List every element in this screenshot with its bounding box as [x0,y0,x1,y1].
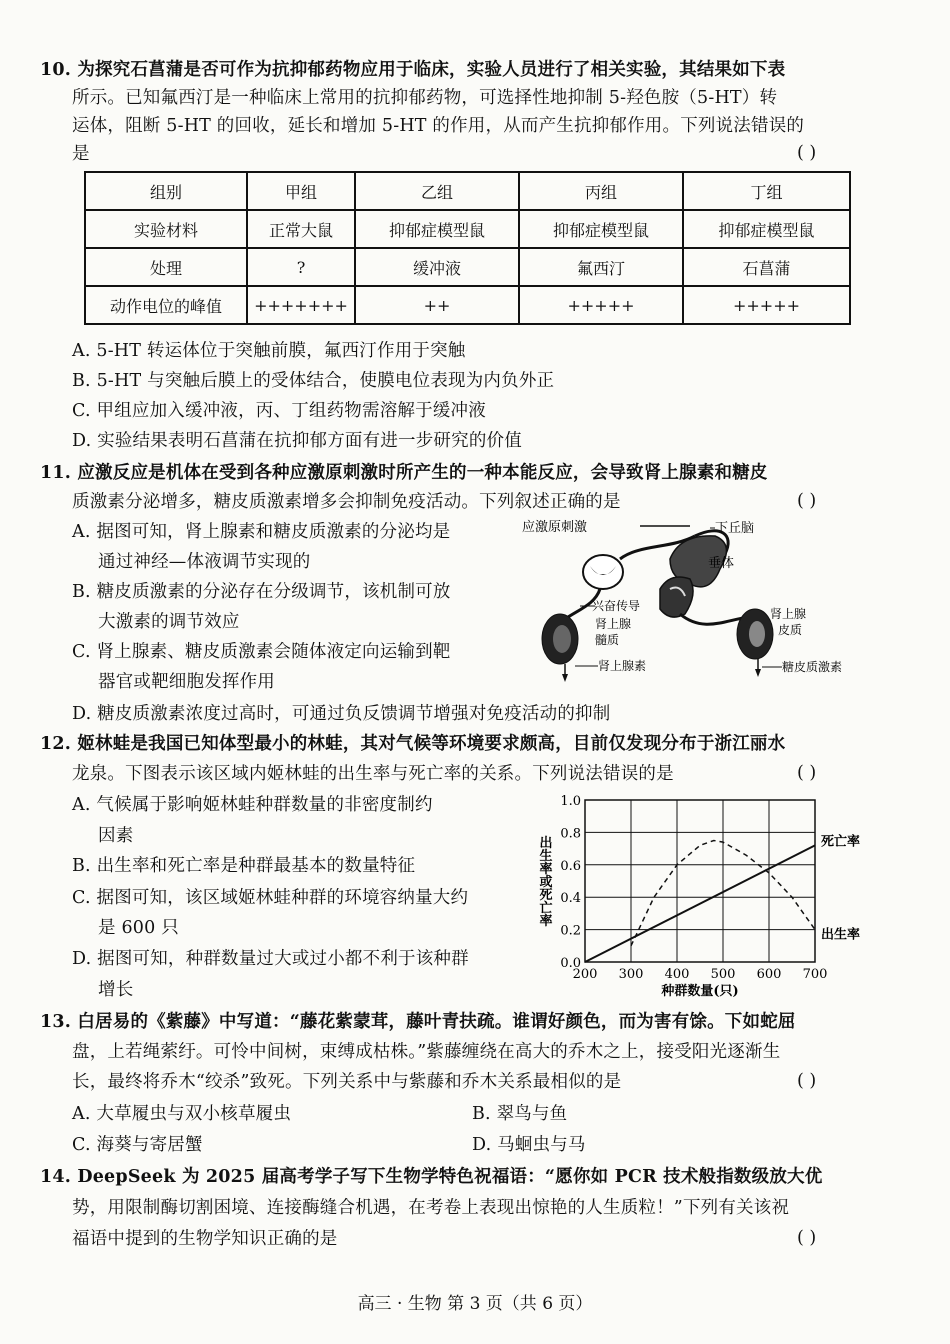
y-tick-label: 0.6 [560,858,581,874]
table-row [85,172,850,210]
q12-option-c: C. 据图可知，该区域姬林蛙种群的环境容纳量大约 [72,888,469,908]
table-cell: 丙组 [519,172,683,210]
table-row [85,286,850,324]
label-medulla-2: 髓质 [595,633,620,647]
q12-option-c-cont: 是 600 只 [98,918,179,938]
spinal-cord-icon [583,555,623,589]
q13-stem-line-1: 13. 白居易的《紫藤》中写道：“藤花紫蒙茸，藤叶青扶疏。谁谓好颜色，而为害有馀。下如蛇屈 [40,1012,796,1032]
table-cell: 石菖蒲 [683,248,850,286]
q11-option-a-cont: 通过神经—体液调节实现的 [98,552,311,572]
q14-stem-line-3: 福语中提到的生物学知识正确的是 [72,1229,338,1249]
table-cell: 组别 [85,172,247,210]
table-cell: 甲组 [247,172,355,210]
q11-stem-line-2: 质激素分泌增多，糖皮质激素增多会抑制免疫活动。下列叙述正确的是 [72,492,621,512]
table-cell: 实验材料 [85,210,247,248]
y-tick-label: 0.8 [560,826,581,842]
q11-option-b: B. 糖皮质激素的分泌存在分级调节，该机制可放 [72,582,451,602]
series-label: 死亡率 [821,834,861,850]
y-axis-label: 出生率或死亡率 [536,835,552,927]
q10-option-a: A. 5-HT 转运体位于突触前膜，氟西汀作用于突触 [72,341,466,361]
q13-option-d: D. 马蛔虫与马 [472,1135,586,1155]
q10-option-d: D. 实验结果表明石菖蒲在抗抑郁方面有进一步研究的价值 [72,431,522,451]
table-cell: 缓冲液 [355,248,519,286]
q10-stem-line-4: 是 [72,144,90,164]
q12-stem-line-2: 龙泉。下图表示该区域内姬林蛙的出生率与死亡率的关系。下列说法错误的是 [72,764,674,784]
table-cell: 抑郁症模型鼠 [355,210,519,248]
table-cell: 氟西汀 [519,248,683,286]
x-tick-label: 600 [756,967,782,982]
q12-option-d-cont: 增长 [98,980,134,1000]
q14-stem-line-2: 势，用限制酶切割困境、连接酶缝合机遇，在考卷上表现出惊艳的人生质粒！”下列有关该祝 [72,1198,790,1218]
table-cell: 动作电位的峰值 [85,286,247,324]
q10-stem-line-3: 运体，阻断 5-HT 的回收，延长和增加 5-HT 的作用，从而产生抗抑郁作用。下列说法错误的 [72,116,805,136]
q13-stem-line-3: 长，最终将乔木“绞杀”致死。下列关系中与紫藤和乔木关系最相似的是 [72,1072,622,1092]
table-cell: +++++ [683,286,850,324]
series-label: 出生率 [821,927,861,943]
label-excitation: 兴奋传导 [592,599,641,613]
q12-option-a-cont: 因素 [98,826,134,846]
q11-stem-line-1: 11. 应激反应是机体在受到各种应激原刺激时所产生的一种本能反应，会导致肾上腺素和糖皮 [40,463,768,483]
pituitary-icon [660,577,693,617]
label-hypothalamus: 下丘脑 [715,521,755,536]
q13-stem-line-2: 盘，上若绳萦纡。可怜中间树，束缚成枯株。”紫藤缠绕在高大的乔木之上，接受阳光逐渐生 [72,1042,781,1062]
label-cortex-1: 肾上腺 [770,607,807,621]
label-medulla-1: 肾上腺 [595,617,632,631]
x-tick-label: 400 [664,967,690,982]
q10-stem-line-1: 10. 为探究石菖蒲是否可作为抗抑郁药物应用于临床，实验人员进行了相关实验，其结果如下表 [40,60,786,80]
q13-option-c: C. 海葵与寄居蟹 [72,1135,203,1155]
q12-option-d: D. 据图可知，种群数量过大或过小都不利于该种群 [72,949,469,969]
adrenal-medulla-icon [542,614,578,664]
death-rate-line [585,845,815,962]
label-pituitary: 垂体 [708,556,735,571]
q12-birth-death-rate-chart [528,790,878,1005]
q11-option-a: A. 据图可知，肾上腺素和糖皮质激素的分泌均是 [72,522,451,542]
x-tick-label: 500 [710,967,736,982]
q12-option-a: A. 气候属于影响姬林蛙种群数量的非密度制约 [72,795,433,815]
table-row [85,210,850,248]
q11-option-c-cont: 器官或靶细胞发挥作用 [98,672,275,692]
adrenal-cortex-icon [737,609,773,659]
y-tick-label: 0.0 [560,956,581,971]
q10-stem-line-2: 所示。已知氟西汀是一种临床上常用的抗抑郁药物，可选择性地抑制 5-羟色胺（5-HT）转 [72,88,778,108]
q13-answer-bracket: ( ) [797,1071,817,1091]
label-cortisol: 糖皮质激素 [782,660,843,674]
q11-stress-response-diagram [520,514,875,694]
x-tick-label: 300 [618,967,644,982]
q12-answer-bracket: ( ) [797,763,817,783]
table-cell: 丁组 [683,172,850,210]
x-axis-label: 种群数量(只) [661,984,739,999]
q10-option-b: B. 5-HT 与突触后膜上的受体结合，使膜电位表现为内负外正 [72,371,555,391]
table-cell: 处理 [85,248,247,286]
x-tick-label: 200 [572,967,598,982]
label-adrenaline: 肾上腺素 [598,659,647,673]
q11-answer-bracket: ( ) [797,491,817,511]
q10-option-c: C. 甲组应加入缓冲液，丙、丁组药物需溶解于缓冲液 [72,401,486,421]
q12-stem-line-1: 12. 姬林蛙是我国已知体型最小的林蛙，其对气候等环境要求颇高，目前仅发现分布于浙江丽水 [40,734,786,754]
y-tick-label: 0.4 [560,891,581,907]
table-cell: 乙组 [355,172,519,210]
label-cortex-2: 皮质 [778,623,803,637]
y-tick-label: 1.0 [560,794,581,809]
table-cell: 正常大鼠 [247,210,355,248]
table-cell: 抑郁症模型鼠 [683,210,850,248]
table-cell: ? [247,248,355,286]
q14-answer-bracket: ( ) [797,1228,817,1248]
page-footer: 高三 · 生物 第 3 页（共 6 页） [357,1294,593,1314]
q14-stem-line-1: 14. DeepSeek 为 2025 届高考学子写下生物学特色祝福语：“愿你如 PCR 技术般指数级放大优 [40,1167,823,1187]
table-cell: ++ [355,286,519,324]
x-tick-label: 700 [802,967,828,982]
q11-option-c: C. 肾上腺素、糖皮质激素会随体液定向运输到靶 [72,642,451,662]
q13-option-b: B. 翠鸟与鱼 [472,1104,568,1124]
table-cell: 抑郁症模型鼠 [519,210,683,248]
table-cell: +++++ [519,286,683,324]
chart-frame [585,800,815,962]
table-cell: +++++++ [247,286,355,324]
table-row [85,248,850,286]
label-stimulus: 应激原刺激 [522,520,588,535]
q13-option-a: A. 大草履虫与双小核草履虫 [72,1104,292,1124]
q10-experiment-table [84,171,851,325]
q10-answer-bracket: ( ) [797,143,817,163]
y-tick-label: 0.2 [560,923,581,939]
q11-option-b-cont: 大激素的调节效应 [98,612,240,632]
q12-option-b: B. 出生率和死亡率是种群最基本的数量特征 [72,856,416,876]
q11-option-d: D. 糖皮质激素浓度过高时，可通过负反馈调节增强对免疫活动的抑制 [72,704,611,724]
